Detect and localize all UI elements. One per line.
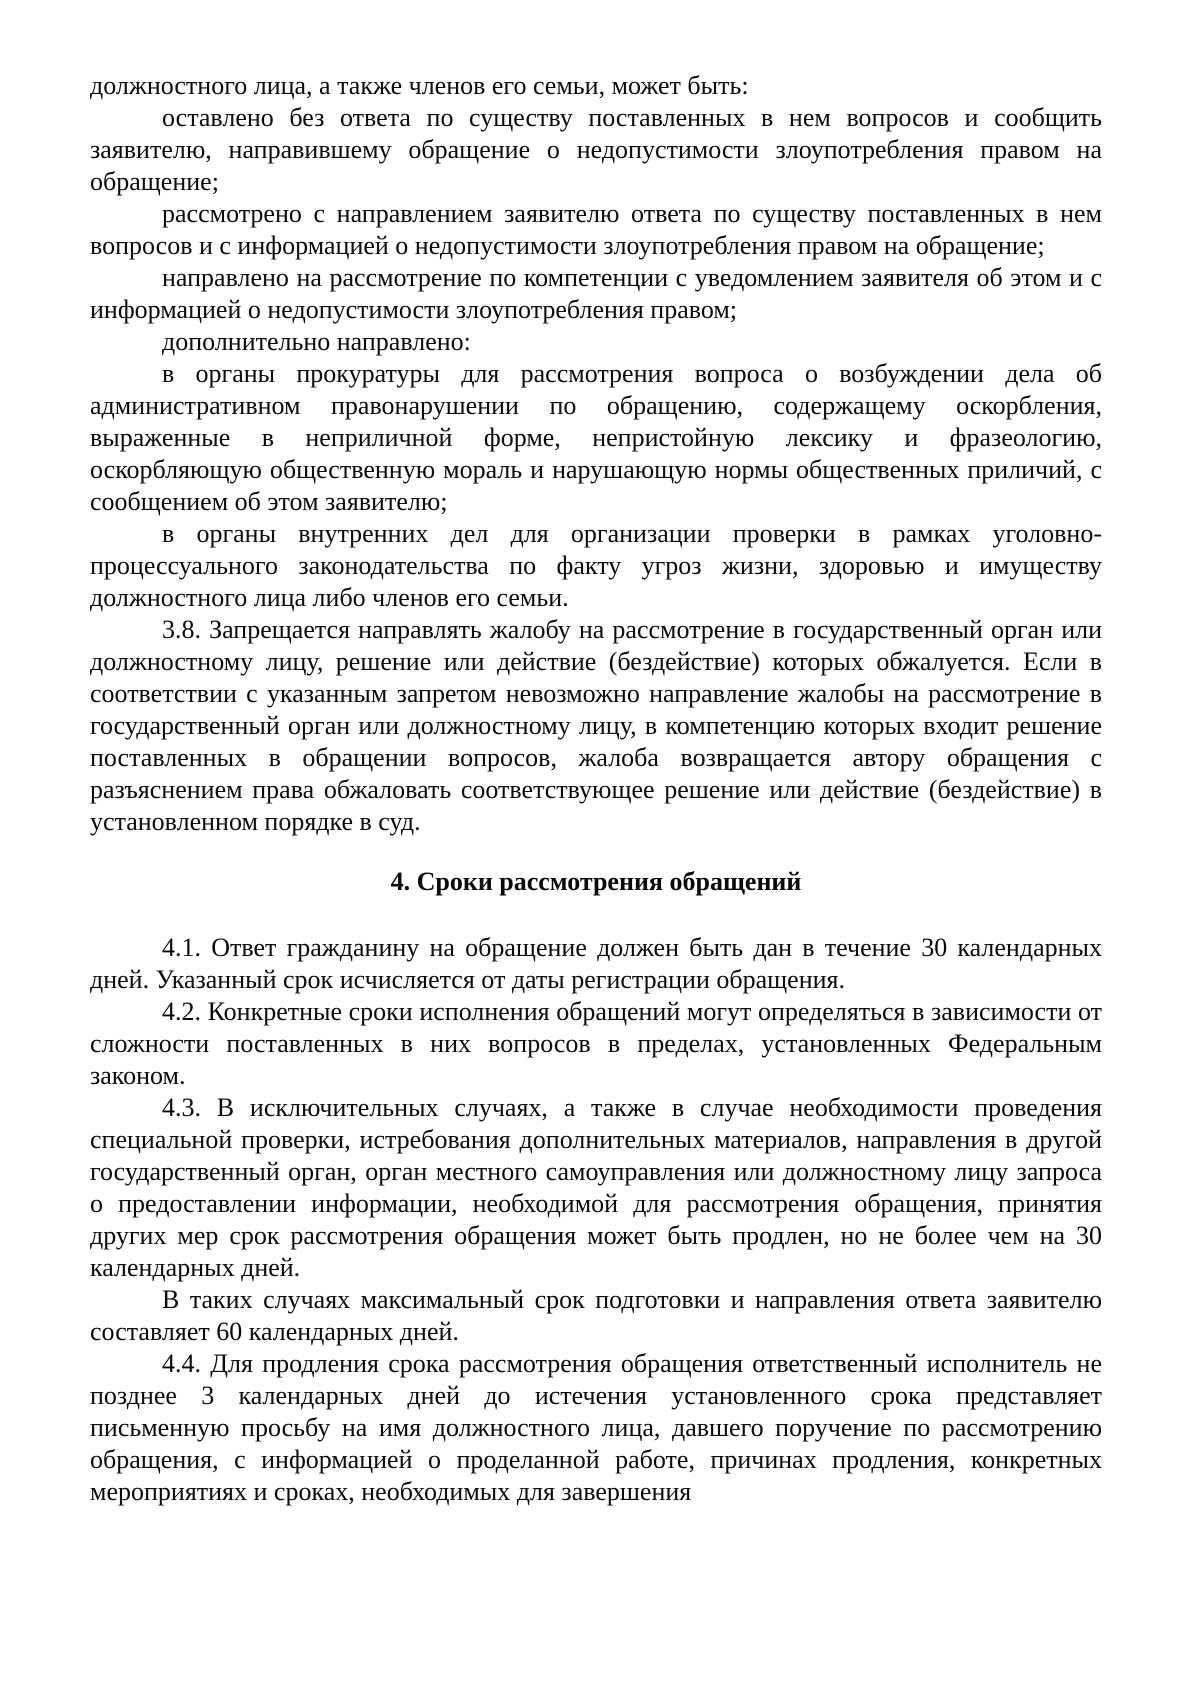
- paragraph-considered-with-answer: рассмотрено с направлением заявителю ответа по существу поставленных в нем вопросов и с информацией о недопустимости злоупотребления правом на обращение;: [90, 199, 1102, 260]
- paragraph-4-2: 4.2. Конкретные сроки исполнения обращений могут определяться в зависимости от сложности поставленных в них вопросов в пределах, установленных Федеральным законом.: [90, 997, 1102, 1090]
- paragraph-internal-affairs: в органы внутренних дел для организации проверки в рамках уголовно-процессуального законодательства по факту угроз жизни, здоровью и имуществу должностного лица либо членов его семьи.: [90, 519, 1102, 612]
- paragraph-4-3: 4.3. В исключительных случаях, а также в случае необходимости проведения специальной проверки, истребования дополнительных материалов, направления в другой государственный орган, орган местного самоуправления или должностному лицу запроса о предоставлении информации, необходимой для рассмотрения обращения, принятия других мер срок рассмотрения обращения может быть продлен, но не более чем на 30 календарных дней.: [90, 1093, 1102, 1282]
- paragraph-3-8: 3.8. Запрещается направлять жалобу на рассмотрение в государственный орган или должностному лицу, решение или действие (бездействие) которых обжалуется. Если в соответствии с указанным запретом невозможно направление жалобы на рассмотрение в государственный орган или должностному лицу, в компетенцию которых входит решение поставленных в обращении вопросов, жалоба возвращается автору обращения с разъяснением права обжаловать соответствующее решение или действие (бездействие) в установленном порядке в суд.: [90, 615, 1102, 836]
- document-body: [90, 70, 1102, 1508]
- paragraph-continuation: должностного лица, а также членов его семьи, может быть:: [90, 71, 749, 100]
- paragraph-prosecutor: в органы прокуратуры для рассмотрения вопроса о возбуждении дела об административном правонарушении по обращению, содержащему оскорбления, выраженные в неприличной форме, непристойную лексику и фразеологию, оскорбляющую общественную мораль и нарушающую нормы общественных приличий, с сообщением об этом заявителю;: [90, 359, 1102, 516]
- paragraph-max-term: В таких случаях максимальный срок подготовки и направления ответа заявителю составляет 60 календарных дней.: [90, 1285, 1102, 1346]
- paragraph-forwarded-by-competence: направлено на рассмотрение по компетенции с уведомлением заявителя об этом и с информацией о недопустимости злоупотребления правом;: [90, 263, 1102, 324]
- section-heading: 4. Сроки рассмотрения обращений: [390, 867, 802, 896]
- paragraph-4-4: 4.4. Для продления срока рассмотрения обращения ответственный исполнитель не позднее 3 календарных дней до истечения установленного срока представляет письменную просьбу на имя должностного лица, давшего поручение по рассмотрению обращения, с информацией о проделанной работе, причинах продления, конкретных мероприятиях и сроках, необходимых для завершения: [90, 1349, 1102, 1506]
- paragraph-left-unanswered: оставлено без ответа по существу поставленных в нем вопросов и сообщить заявителю, направившему обращение о недопустимости злоупотребления правом на обращение;: [90, 103, 1102, 196]
- paragraph-4-1: 4.1. Ответ гражданину на обращение должен быть дан в течение 30 календарных дней. Указанный срок исчисляется от даты регистрации обращения.: [90, 933, 1102, 994]
- paragraph-additionally-sent: дополнительно направлено:: [162, 327, 471, 356]
